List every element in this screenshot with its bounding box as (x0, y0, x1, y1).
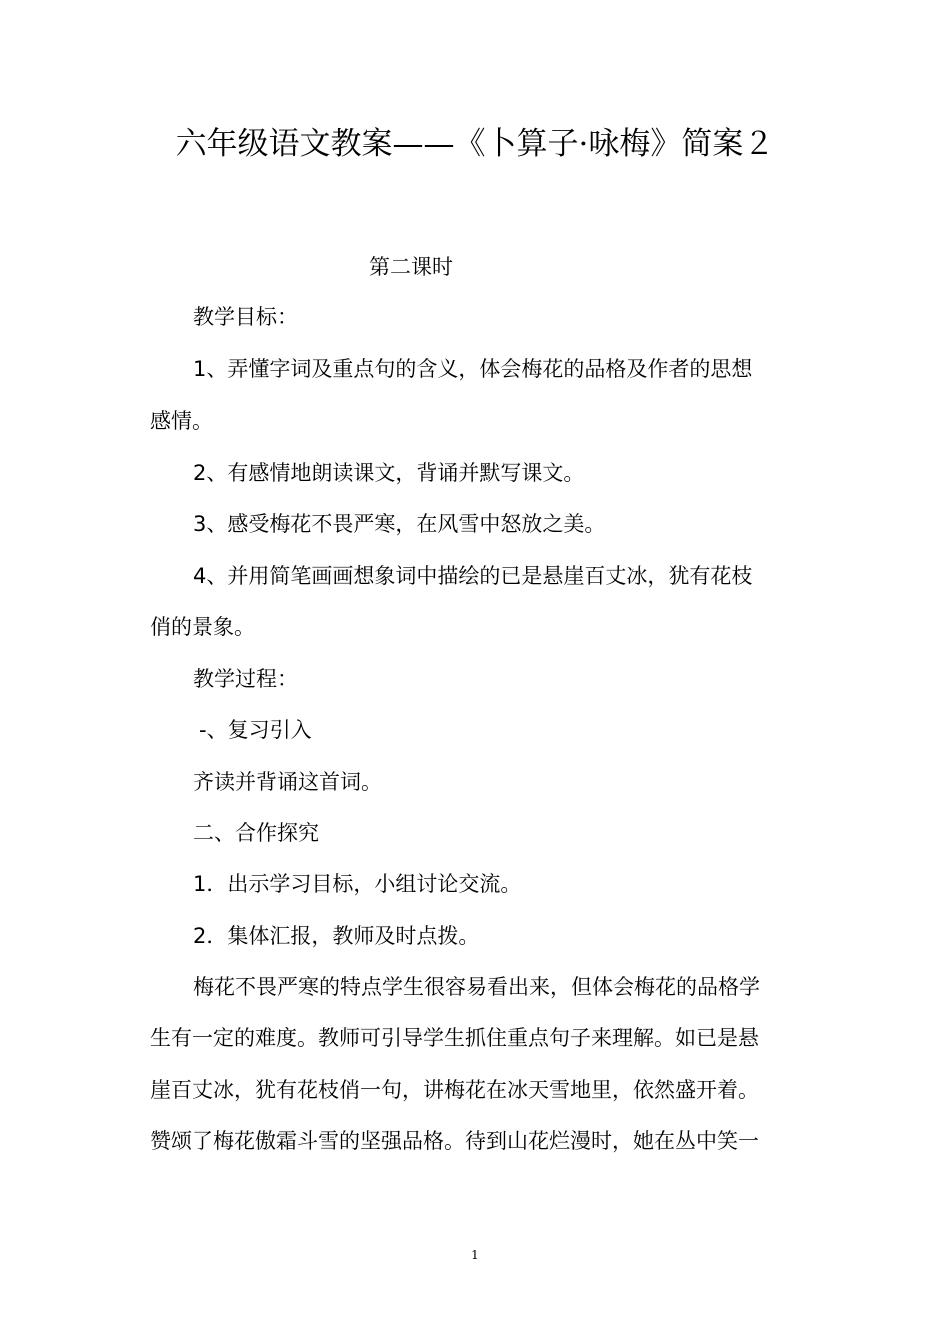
process-heading: 教学过程： (193, 667, 298, 691)
body-paragraph-line-4: 赞颂了梅花傲霜斗雪的坚强品格。待到山花烂漫时，她在丛中笑一 (150, 1129, 759, 1153)
section-1-text: 齐读并背诵这首词。 (193, 770, 382, 794)
goal-item-4: 4、并用简笔画画想象词中描绘的已是悬崖百丈冰，犹有花枝 (193, 564, 753, 588)
goal-item-4-continued: 俏的景象。 (150, 615, 255, 639)
section-1-heading: -、复习引入 (199, 718, 312, 742)
goal-item-2: 2、有感情地朗读课文，背诵并默写课文。 (193, 461, 585, 485)
section-2-step-1: 1．出示学习目标，小组讨论交流。 (193, 872, 522, 896)
goal-item-1: 1、弄懂字词及重点句的含义，体会梅花的品格及作者的思想 (193, 357, 753, 381)
body-paragraph-line-2: 生有一定的难度。教师可引导学生抓住重点句子来理解。如已是悬 (150, 1026, 759, 1050)
section-2-step-2: 2．集体汇报，教师及时点拨。 (193, 924, 480, 948)
section-2-heading: 二、合作探究 (193, 821, 319, 845)
document-title: 六年级语文教案——《卜算子·咏梅》简案２ (175, 126, 775, 162)
body-paragraph-line-1: 梅花不畏严寒的特点学生很容易看出来，但体会梅花的品格学 (193, 975, 760, 999)
page-number: 1 (471, 1248, 479, 1262)
goal-item-1-continued: 感情。 (150, 409, 213, 433)
lesson-subtitle: 第二课时 (369, 255, 453, 279)
goal-item-3: 3、感受梅花不畏严寒，在风雪中怒放之美。 (193, 512, 606, 536)
goals-heading: 教学目标： (193, 305, 298, 329)
body-paragraph-line-3: 崖百丈冰，犹有花枝俏一句，讲梅花在冰天雪地里，依然盛开着。 (150, 1078, 759, 1102)
